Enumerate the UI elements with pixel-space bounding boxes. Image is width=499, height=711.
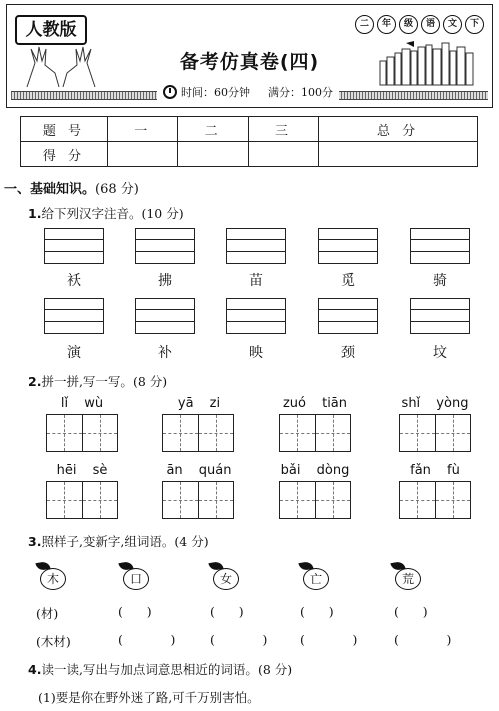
series-char: 文 <box>443 15 462 34</box>
hanzi-char: 映 <box>249 345 263 361</box>
pinyin-answer-box[interactable] <box>135 298 195 334</box>
example-word-label: (木材) <box>36 634 71 649</box>
score-table <box>20 116 478 167</box>
series-char: 二 <box>355 15 374 34</box>
question-points: (8 分) <box>132 374 168 389</box>
pinyin-prompt: ān quán <box>166 463 232 478</box>
pinyin-prompt: shǐ yòng <box>401 396 469 411</box>
table-cell: 二 <box>178 117 248 142</box>
apple-char: 荒 <box>395 568 421 590</box>
hanzi-char: 拂 <box>158 273 172 289</box>
table-row <box>21 117 478 142</box>
question-number: 4. <box>28 662 42 677</box>
answer-blank[interactable]: ( ) <box>118 604 152 619</box>
character-grid[interactable] <box>279 481 351 519</box>
pinyin-prompt: zuó tiān <box>282 396 348 411</box>
question-number: 2. <box>28 374 42 389</box>
apple-icon <box>38 562 66 588</box>
table-cell: 题 号 <box>21 117 108 142</box>
score-label: 满分：100分 <box>268 86 333 99</box>
character-grid[interactable] <box>162 481 234 519</box>
answer-blank[interactable]: ( ) <box>394 632 452 647</box>
question-2 <box>28 372 167 390</box>
score-input-cell[interactable] <box>108 142 178 167</box>
series-char: 下 <box>465 15 484 34</box>
question-4 <box>28 660 292 678</box>
answer-blank[interactable]: ( ) <box>300 632 358 647</box>
hanzi-char: 骑 <box>433 273 447 289</box>
hanzi-char: 袄 <box>67 273 81 289</box>
question-points: (8 分) <box>257 662 293 677</box>
hanzi-char: 坟 <box>433 345 447 361</box>
apple-icon <box>393 562 421 588</box>
table-cell: 总 分 <box>319 117 478 142</box>
question-points: (10 分) <box>141 206 184 221</box>
pinyin-answer-box[interactable] <box>135 228 195 264</box>
answer-blank[interactable]: ( ) <box>300 604 334 619</box>
pinyin-answer-box[interactable] <box>44 228 104 264</box>
character-grid[interactable] <box>162 414 234 452</box>
table-cell: 一 <box>108 117 178 142</box>
grade-subject-series <box>355 15 484 34</box>
series-char: 年 <box>377 15 396 34</box>
pinyin-prompt: yā zi <box>177 396 221 411</box>
apple-char: 口 <box>123 568 149 590</box>
section-title <box>4 178 139 197</box>
hanzi-char: 觅 <box>341 273 355 289</box>
time-label: 时间：60分钟 <box>181 86 250 99</box>
score-input-cell[interactable] <box>178 142 248 167</box>
pinyin-answer-box[interactable] <box>318 298 378 334</box>
exam-title: 备考仿真卷(四) <box>179 51 320 73</box>
hanzi-char: 补 <box>158 345 172 361</box>
table-cell: 三 <box>248 117 318 142</box>
question-text: 拼一拼,写一写。 <box>41 374 133 389</box>
series-char: 语 <box>421 15 440 34</box>
exam-header <box>6 4 493 108</box>
question-text: 读一读,写出与加点词意思相近的词语。 <box>41 662 258 677</box>
character-grid[interactable] <box>399 414 471 452</box>
score-input-cell[interactable] <box>248 142 318 167</box>
answer-blank[interactable]: ( ) <box>394 604 428 619</box>
pinyin-prompt: hēi sè <box>56 463 108 478</box>
pinyin-answer-box[interactable] <box>226 298 286 334</box>
question-points: (4 分) <box>174 534 209 549</box>
pinyin-answer-box[interactable] <box>410 228 470 264</box>
table-row <box>21 142 478 167</box>
apple-char: 女 <box>213 568 239 590</box>
character-grid[interactable] <box>46 481 118 519</box>
apple-char: 木 <box>40 568 66 590</box>
question-number: 1. <box>28 206 42 221</box>
question-3 <box>28 532 209 550</box>
question-text: 照样子,变新字,组词语。 <box>41 534 175 549</box>
pinyin-answer-box[interactable] <box>44 298 104 334</box>
score-input-cell[interactable] <box>319 142 478 167</box>
answer-blank[interactable]: ( ) <box>210 604 244 619</box>
question-number: 3. <box>28 534 42 549</box>
table-cell: 得 分 <box>21 142 108 167</box>
question-4-item-1: (1)要是你在野外迷了路,可千万别害怕。 <box>38 690 260 705</box>
character-grid[interactable] <box>46 414 118 452</box>
hanzi-char: 演 <box>67 345 81 361</box>
question-1 <box>28 204 184 222</box>
series-char: 级 <box>399 15 418 34</box>
section-title-text: 一、基础知识。 <box>4 182 96 197</box>
apple-icon <box>211 562 239 588</box>
pinyin-answer-box[interactable] <box>410 298 470 334</box>
pinyin-prompt: lǐ wù <box>60 396 104 411</box>
edition-badge: 人教版 <box>15 15 87 45</box>
pinyin-prompt: fǎn fù <box>410 463 460 478</box>
pinyin-answer-box[interactable] <box>318 228 378 264</box>
answer-blank[interactable]: ( ) <box>118 632 176 647</box>
time-info <box>157 84 339 100</box>
pinyin-prompt: bǎi dòng <box>280 463 350 478</box>
apple-icon <box>301 562 329 588</box>
hanzi-char: 苗 <box>249 273 263 289</box>
clock-icon <box>163 85 177 99</box>
example-char-label: (材) <box>36 606 59 621</box>
character-grid[interactable] <box>279 414 351 452</box>
hanzi-char: 颈 <box>341 345 355 361</box>
apple-char: 亡 <box>303 568 329 590</box>
section-points: (68 分) <box>95 182 139 197</box>
question-text: 给下列汉字注音。 <box>41 206 142 221</box>
apple-icon <box>121 562 149 588</box>
character-grid[interactable] <box>399 481 471 519</box>
pinyin-answer-box[interactable] <box>226 228 286 264</box>
answer-blank[interactable]: ( ) <box>210 632 268 647</box>
